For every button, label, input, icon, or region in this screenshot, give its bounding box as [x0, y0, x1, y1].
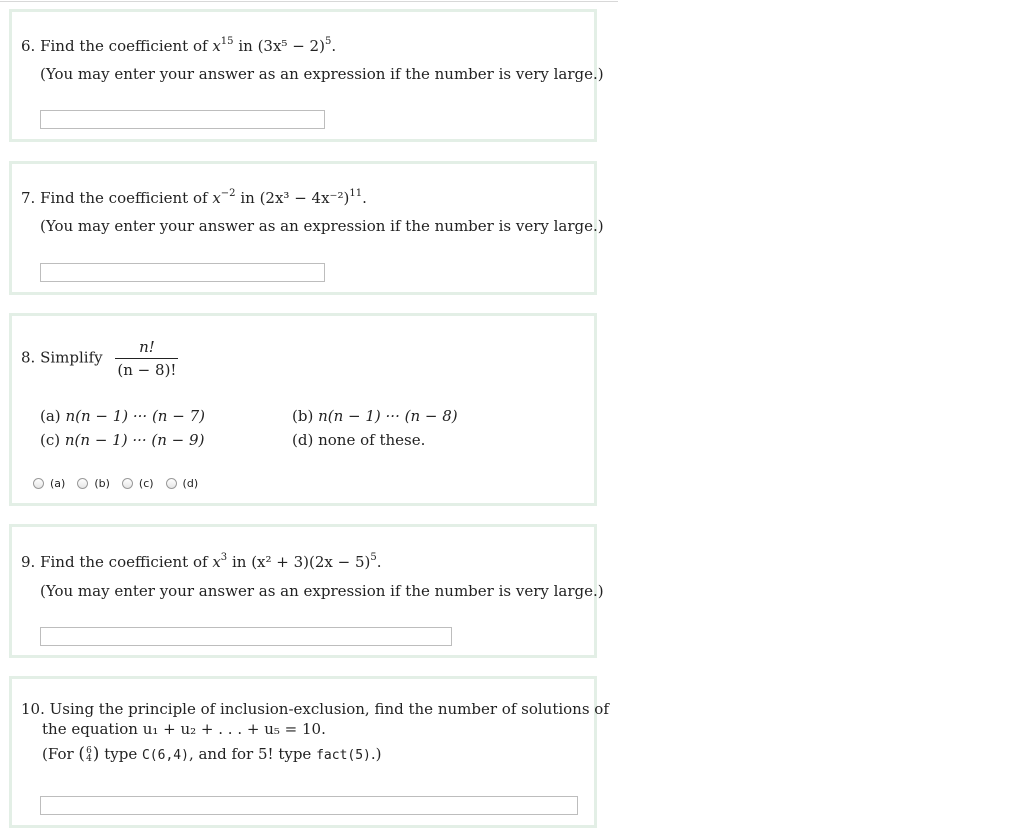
- choice-b: (b) n(n − 1) ··· (n − 8): [292, 407, 458, 425]
- top-divider: [0, 1, 618, 2]
- question-6-answer-input[interactable]: [40, 110, 325, 129]
- hint-code-binomial: C(6,4): [141, 748, 189, 763]
- radio-c-label[interactable]: (c): [138, 477, 154, 490]
- binomial-6-4: (6 4): [78, 744, 100, 764]
- radio-d-label[interactable]: (d): [182, 477, 199, 490]
- question-8-radio-group: [33, 477, 210, 490]
- choice-a: (a) n(n − 1) ··· (n − 7): [40, 407, 205, 425]
- question-7-card: [9, 161, 604, 295]
- question-6-prompt: 6. Find the coefficient of $x^{15}$ in $(3x^5 - 2)^5$.: [21, 36, 337, 55]
- question-9-card: [9, 524, 604, 658]
- radio-b[interactable]: [77, 478, 88, 489]
- question-8-numerator: n!: [139, 338, 155, 356]
- radio-d[interactable]: [166, 478, 177, 489]
- question-10-hint: (For (6 4) type C(6,4), and for 5! type fact(5).): [42, 744, 382, 764]
- question-9-prompt: 9. Find the coefficient of $x^3$ in $(x^2 + 3)(2x - 5)^5$.: [21, 552, 382, 571]
- radio-a-label[interactable]: (a): [50, 477, 66, 490]
- question-6-expression: (3x⁵ − 2): [257, 37, 325, 55]
- question-8-denominator: (n − 8)!: [115, 358, 178, 379]
- choice-d: (d) none of these.: [292, 431, 426, 449]
- radio-b-label[interactable]: (b): [94, 477, 110, 490]
- question-7-answer-input[interactable]: [40, 263, 325, 282]
- question-10-answer-input[interactable]: [40, 796, 578, 815]
- question-10-prompt-line2: the equation u₁ + u₂ + . . . + u₅ = 10.: [42, 720, 326, 738]
- question-9-expression: (x² + 3)(2x − 5): [251, 553, 371, 571]
- question-10-card: [9, 676, 609, 828]
- question-7-expression: (2x³ − 4x⁻²): [259, 189, 350, 207]
- question-8-prompt: 8. Simplify $\frac{n!}{(n - 8)!}$: [21, 338, 177, 379]
- question-8-fraction: [115, 338, 178, 379]
- hint-code-factorial: fact(5): [316, 748, 371, 763]
- choice-c: (c) n(n − 1) ··· (n − 9): [40, 431, 205, 449]
- question-6-note: (You may enter your answer as an expression if the number is very large.): [40, 65, 604, 83]
- question-9-note: (You may enter your answer as an expression if the number is very large.): [40, 582, 604, 600]
- question-7-prompt: 7. Find the coefficient of $x^{-2}$ in $(2x^3 - 4x^{-2})^{11}$.: [21, 188, 367, 207]
- question-7-note: (You may enter your answer as an expression if the number is very large.): [40, 217, 604, 235]
- radio-a[interactable]: [33, 478, 44, 489]
- question-10-prompt-line1: 10. Using the principle of inclusion-exclusion, find the number of solutions of: [21, 700, 609, 718]
- question-6-card: [9, 9, 604, 142]
- question-9-answer-input[interactable]: [40, 627, 452, 646]
- radio-c[interactable]: [122, 478, 133, 489]
